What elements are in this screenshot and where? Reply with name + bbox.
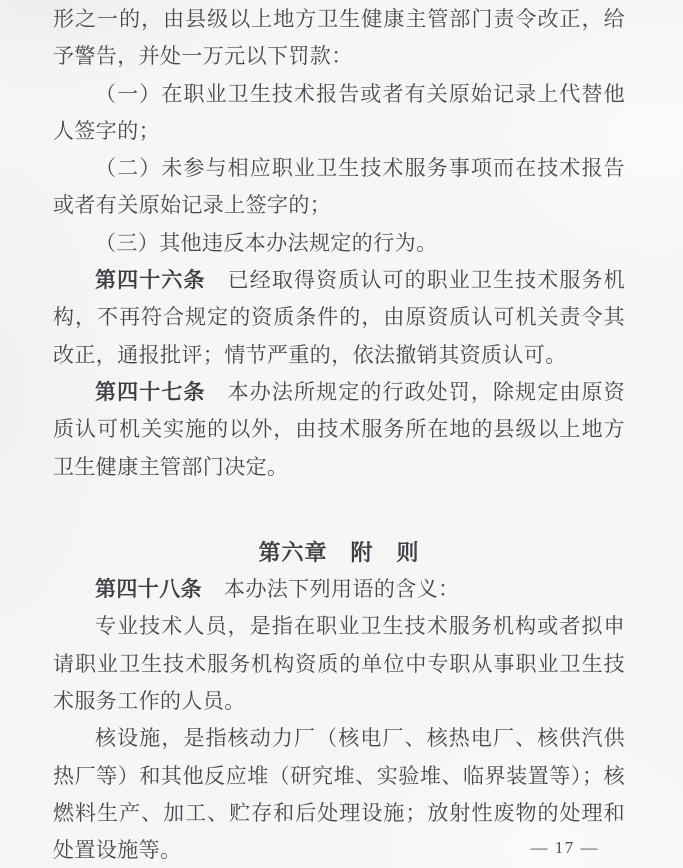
page-number: — 17 — [530, 838, 599, 857]
article-paragraph [53, 374, 625, 486]
article-number: 第四十七条 [95, 380, 206, 404]
article-number: 第四十六条 [95, 269, 206, 293]
list-item-paragraph: 核设施，是指核动力厂（核电厂、核热电厂、核供汽供热厂等）和其他反应堆（研究堆、实验堆、临界装置等）；核燃料生产、加工、贮存和后处理设施；放射性废物的处理和处置设施等。 [53, 726, 625, 863]
article-number: 第四十八条 [95, 578, 202, 602]
article-paragraph [53, 262, 625, 374]
chapter-heading: 第六章 附 则 [258, 539, 420, 565]
article-text: 本办法所规定的行政处罚，除规定由原资质认可机关实施的以外，由技术服务所在地的县级以上地方卫生健康主管部门决定。 [53, 379, 626, 479]
article-text: 已经取得资质认可的职业卫生技术服务机构，不再符合规定的资质条件的，由原资质认可机关责令其改正，通报批评；情节严重的，依法撤销其资质认可。 [53, 268, 626, 367]
list-item-paragraph: （一）在职业卫生技术报告或者有关原始记录上代替他人签字的； [53, 81, 625, 143]
list-item-paragraph: 专业技术人员，是指在职业卫生技术服务机构或者拟申请职业卫生技术服务机构资质的单位中专职从事职业卫生技术服务工作的人员。 [53, 614, 625, 714]
article-text: 本办法下列用语的含义： [224, 577, 460, 602]
continuation-paragraph: 形之一的，由县级以上地方卫生健康主管部门责令改正，给予警告，并处一万元以下罚款： [53, 7, 625, 69]
article-paragraph [53, 571, 625, 608]
list-item-paragraph: （二）未参与相应职业卫生技术服务事项而在技术报告或者有关原始记录上签字的； [53, 156, 625, 218]
document-body [53, 1, 625, 868]
list-item-paragraph: （三）其他违反本办法规定的行为。 [95, 230, 438, 255]
